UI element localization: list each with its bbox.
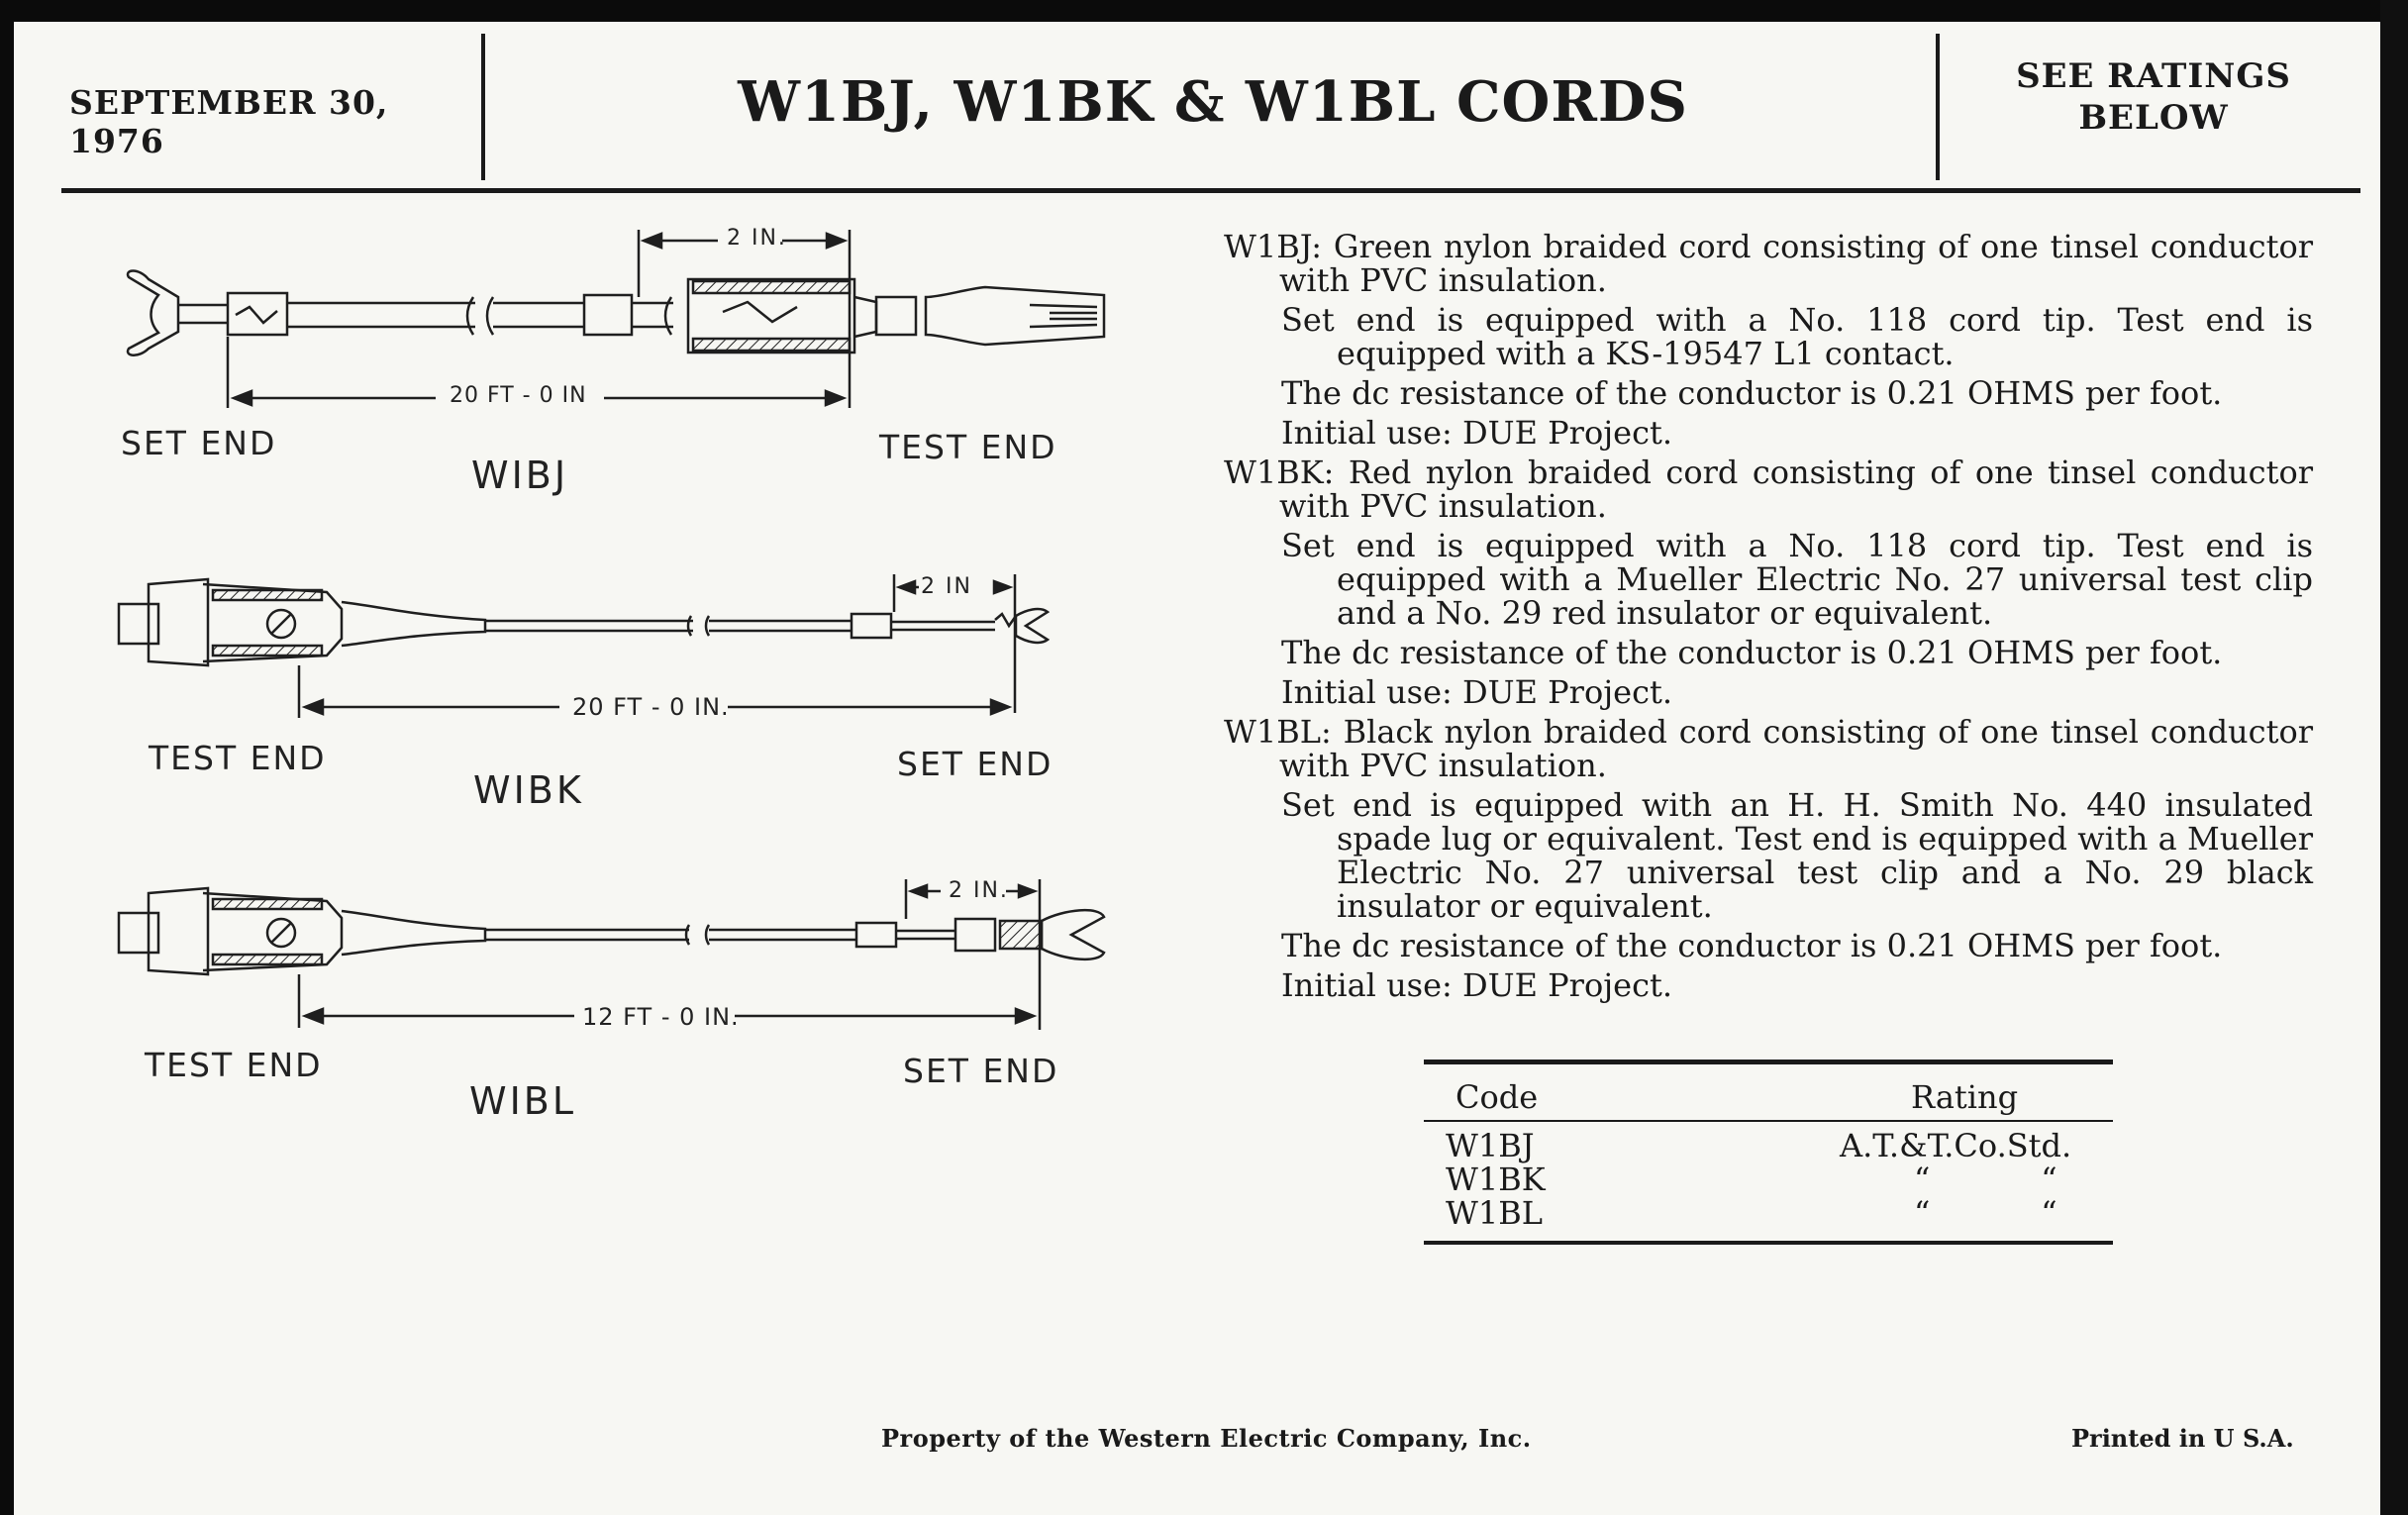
w1bj-code: WIBJ: [471, 454, 569, 497]
row-rating: “ “: [1914, 1161, 2057, 1198]
w1bj-dim-small: 2 IN.: [727, 226, 787, 251]
w1bj-left-label: SET END: [121, 424, 277, 462]
w1bl-code: WIBL: [469, 1079, 577, 1123]
w1bk-right-label: SET END: [897, 745, 1054, 783]
table-rule-bottom: [1424, 1241, 2113, 1245]
w1bl-text: Black nylon braided cord consisting of one tinsel conductor with PVC insulation.: [1279, 713, 2314, 784]
w1bk-code: WIBK: [473, 768, 584, 812]
row-code: W1BK: [1446, 1161, 1546, 1198]
w1bl-right-label: SET END: [903, 1052, 1059, 1090]
w1bl-summary: [1224, 715, 2313, 782]
row-code: W1BJ: [1446, 1127, 1535, 1164]
w1bl-dim-length: 12 FT - 0 IN.: [582, 1003, 740, 1031]
ratings-note-line2: BELOW: [2078, 98, 2229, 138]
w1bk-resistance: The dc resistance of the conductor is 0.21 OHMS per foot.: [1281, 634, 2223, 671]
w1bj-summary: [1224, 230, 2313, 297]
w1bj-drawing: [128, 230, 1104, 408]
row-rating: “ “: [1914, 1194, 2057, 1232]
w1bj-ends: Set end is equipped with a No. 118 cord tip. Test end is equipped with a KS-19547 L1 contact.: [1281, 301, 2313, 372]
w1bl-description: [1224, 715, 2313, 1002]
table-row: [1424, 1127, 2113, 1164]
row-rating: A.T.&T.Co.Std.: [1840, 1127, 2072, 1164]
w1bl-dim-small: 2 IN.: [949, 878, 1009, 903]
ratings-note-line1: SEE RATINGS: [2016, 56, 2291, 96]
w1bl-code-label: W1BL:: [1224, 713, 1332, 751]
w1bj-right-label: TEST END: [879, 428, 1057, 466]
table-body: [1424, 1122, 2113, 1241]
w1bj-initial-use: Initial use: DUE Project.: [1281, 414, 1673, 452]
row-code: W1BL: [1446, 1194, 1544, 1232]
w1bj-dim-length: 20 FT - 0 IN: [450, 383, 587, 408]
table-row: [1424, 1194, 2113, 1232]
page-title: W1BJ, W1BK & W1BL CORDS: [738, 69, 1688, 135]
w1bl-initial-use: Initial use: DUE Project.: [1281, 966, 1673, 1004]
w1bk-left-label: TEST END: [149, 739, 327, 777]
w1bk-ends: Set end is equipped with a No. 118 cord tip. Test end is equipped with a Mueller Electric No. 27 universal test clip and a No. 29 red insulator or equivalent.: [1281, 527, 2313, 632]
w1bk-description: [1224, 455, 2313, 709]
w1bk-dim-small: 2 IN: [921, 574, 972, 599]
header-ratings-note: [1956, 55, 2352, 139]
column-header-code: Code: [1455, 1078, 1539, 1116]
w1bk-code-label: W1BK:: [1224, 454, 1335, 491]
ratings-table: [1424, 1060, 2113, 1245]
footer-printed-note: Printed in U S.A.: [2071, 1424, 2294, 1453]
w1bk-summary: [1224, 455, 2313, 523]
header-divider-right: [1936, 34, 1940, 180]
column-header-rating: Rating: [1911, 1078, 2019, 1116]
header-date: SEPTEMBER 30, 1976: [69, 83, 389, 160]
cord-descriptions: [1224, 230, 2313, 1002]
w1bj-text: Green nylon braided cord consisting of one tinsel conductor with PVC insulation.: [1279, 228, 2314, 299]
w1bj-code-label: W1BJ:: [1224, 228, 1323, 265]
w1bk-initial-use: Initial use: DUE Project.: [1281, 673, 1673, 711]
w1bl-resistance: The dc resistance of the conductor is 0.21 OHMS per foot.: [1281, 927, 2223, 964]
w1bk-text: Red nylon braided cord consisting of one tinsel conductor with PVC insulation.: [1279, 454, 2314, 525]
w1bk-dim-length: 20 FT - 0 IN.: [572, 693, 730, 721]
w1bl-ends: Set end is equipped with an H. H. Smith No. 440 insulated spade lug or equivalent. Test end is equipped with a Mueller Electric No. 27 universal test clip and a No. 29 black insulator or equivalent.: [1281, 786, 2313, 925]
footer-property-note: Property of the Western Electric Company, Inc.: [881, 1424, 1532, 1453]
w1bj-resistance: The dc resistance of the conductor is 0.21 OHMS per foot.: [1281, 374, 2223, 412]
w1bl-left-label: TEST END: [145, 1046, 323, 1084]
w1bj-description: [1224, 230, 2313, 450]
table-header: [1424, 1064, 2113, 1120]
page-edge: [2380, 0, 2408, 1515]
table-row: [1424, 1163, 2113, 1197]
